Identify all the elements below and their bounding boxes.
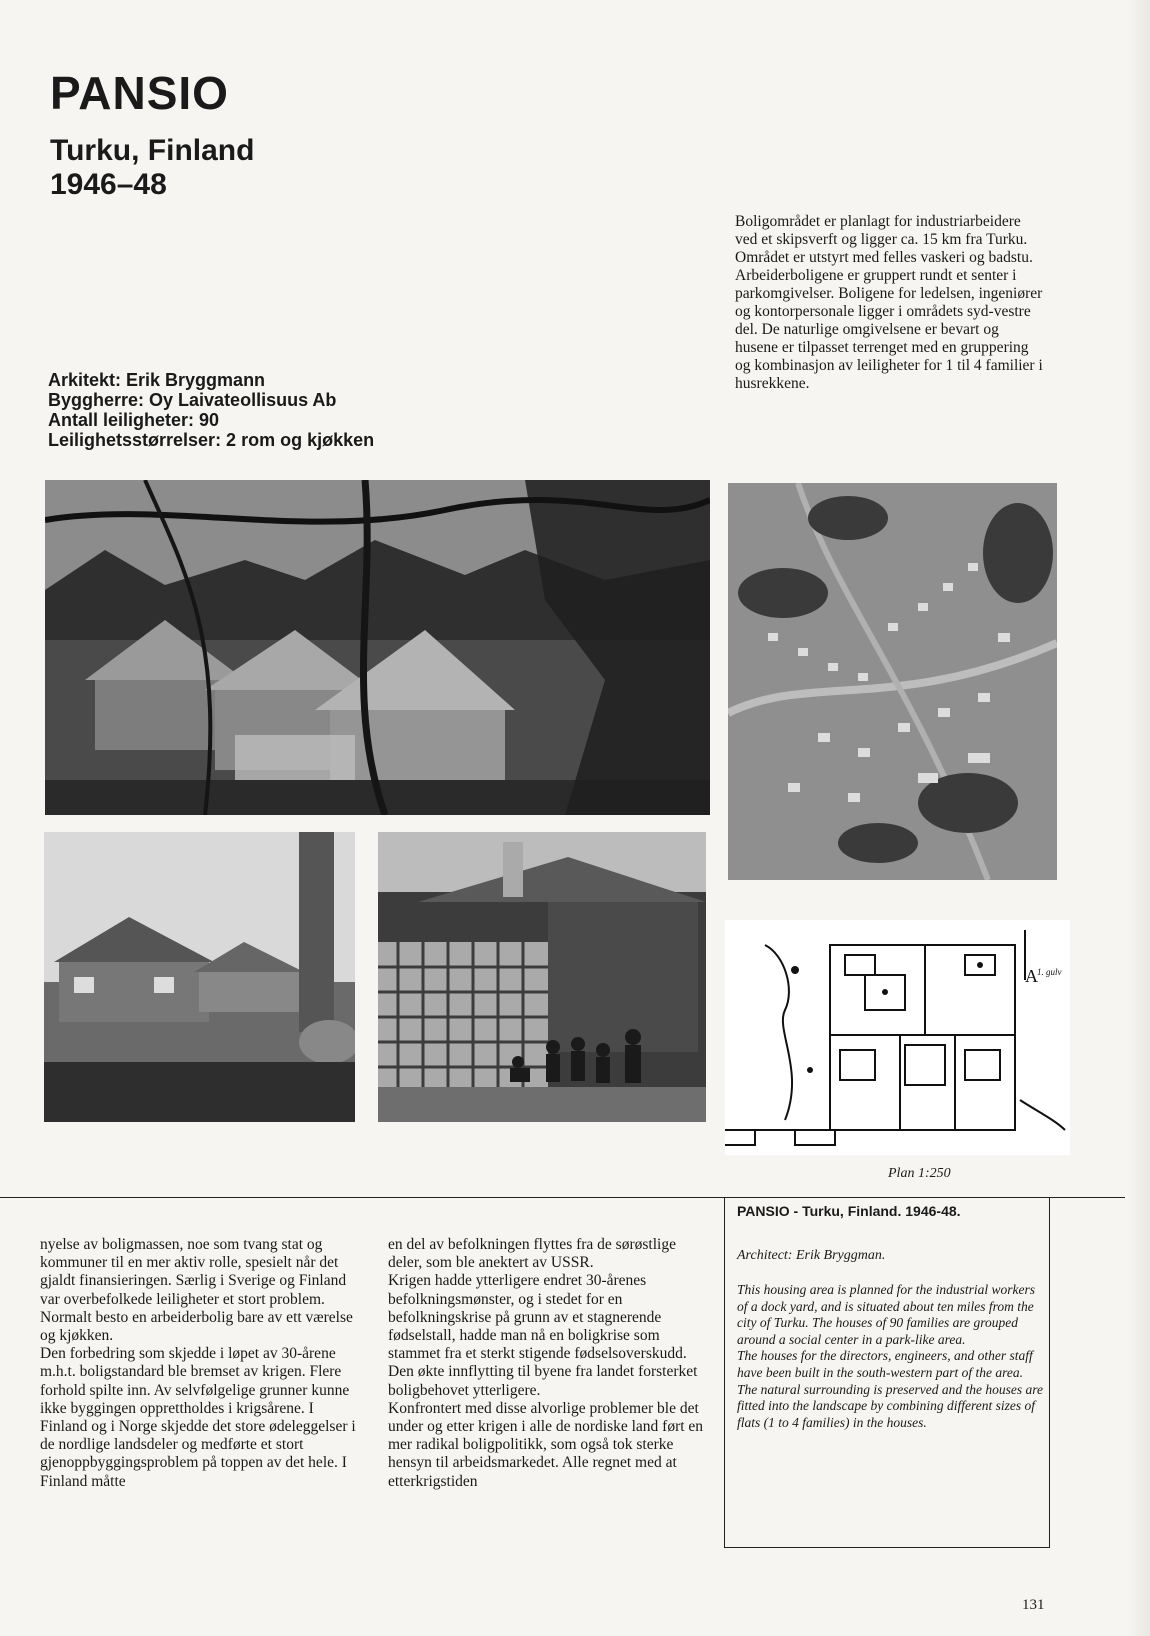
english-paragraph: This housing area is planned for the industrial workers of a dock yard, and is situated about ten miles from the city of Turku. The houses of 90 families are grouped around a social center in a park-like area. (737, 1282, 1036, 1347)
plan-section-marker: A (1025, 966, 1038, 986)
photo-houses-through-trees (45, 480, 710, 815)
intro-text: Boligområdet er planlagt for industriarbeidere ved et skipsverft og ligger ca. 15 km fra Turku. Området er utstyrt med felles vaskeri og badstu. Arbeiderboligene er gruppert rundt et senter i parkomgivelser. Boligene for ledelsen, ingeniører og kontorpersonale ligger i områdets syd-vestre del. De naturlige omgivelsene er bevart og husene er tilpasset terrenget med en gruppering og kombinasjon av leiligheter for 1 til 4 familier i husrekkene. (735, 213, 1043, 392)
fact-apartments: Antall leiligheter: 90 (48, 410, 220, 430)
page-title: PANSIO (50, 67, 229, 119)
photo-children-by-trellis-image (378, 832, 706, 1122)
english-summary-text (737, 1282, 1043, 1431)
photo-children-by-trellis (378, 832, 706, 1122)
photo-house-exterior-image (44, 832, 355, 1122)
photo-house-exterior (44, 832, 355, 1122)
body-paragraph: Krigen hadde ytterligere endret 30-årenes befolkningsmønster, og i stedet for en befolkningskrise på grunn av et stagnerende fødselstall, hadde man nå en boligkrise som stammet fra et sterkt stigende fødselsoverskudd. Den økte innflytting til byene fra landet forsterket boligbehovet ytterligere. (388, 1272, 698, 1399)
photo-site-model-image (728, 483, 1057, 880)
body-paragraph: Konfrontert med disse alvorlige problemer ble det under og etter krigen i alle de nordiske land ført en mer radikal boligpolitikk, som også tok sterke hensyn til arbeidsmarkedet. Alle regnet med at etterkrigstiden (388, 1399, 704, 1490)
project-facts (48, 370, 374, 450)
plan-floor-note: 1. gulv (1037, 967, 1062, 977)
photo-site-model (728, 483, 1057, 880)
apartment-plan-svg (725, 920, 1070, 1155)
body-paragraph: nyelse av boligmassen, noe som tvang stat og kommuner til en mer aktiv rolle, spesielt når det gjaldt finansieringen. Særlig i Sverige og Finland var overbefolkede leiligheter et stort problem. Normalt besto en arbeiderbolig bare av ett værelse og kjøkken. (40, 1236, 353, 1345)
fact-client: Byggherre: Oy Laivateollisuus Ab (48, 390, 337, 410)
page-subtitle: Turku, Finland 1946–48 (50, 134, 255, 201)
apartment-plan-drawing (725, 920, 1070, 1155)
page-number: 131 (1022, 1597, 1045, 1613)
english-paragraph: The houses for the directors, engineers, and other staff have been built in the south-western part of the area. The natural surrounding is preserved and the houses are fitted into the landscape by combining different sizes of flats (1 to 4 families) in the houses. (737, 1348, 1043, 1430)
english-summary-architect: Architect: Erik Bryggman. (737, 1248, 886, 1263)
plan-caption: Plan 1:250 (888, 1166, 951, 1181)
body-column-2 (388, 1236, 708, 1491)
body-paragraph: en del av befolkningen flyttes fra de sørøstlige deler, som ble anektert av USSR. (388, 1236, 676, 1272)
photo-houses-through-trees-image (45, 480, 710, 815)
english-summary-title: PANSIO - Turku, Finland. 1946-48. (737, 1203, 961, 1219)
body-column-1 (40, 1236, 362, 1491)
fact-architect: Arkitekt: Erik Bryggmann (48, 370, 266, 390)
fact-apartment-sizes: Leilighetsstørrelser: 2 rom og kjøkken (48, 430, 375, 450)
page-edge-shadow (1128, 0, 1150, 1636)
body-paragraph: Den forbedring som skjedde i løpet av 30-årene m.h.t. boligstandard ble bremset av krigen. Flere forhold spilte inn. Av selvfølgelige grunner kunne ikke byggingen opprettholdes i krigsårene. I Finland og i Norge skjedde det store ødeleggelser i de nordlige landsdeler og medførte et stort gjenoppbyggingsproblem på toppen av det hele. I Finland måtte (40, 1345, 356, 1490)
